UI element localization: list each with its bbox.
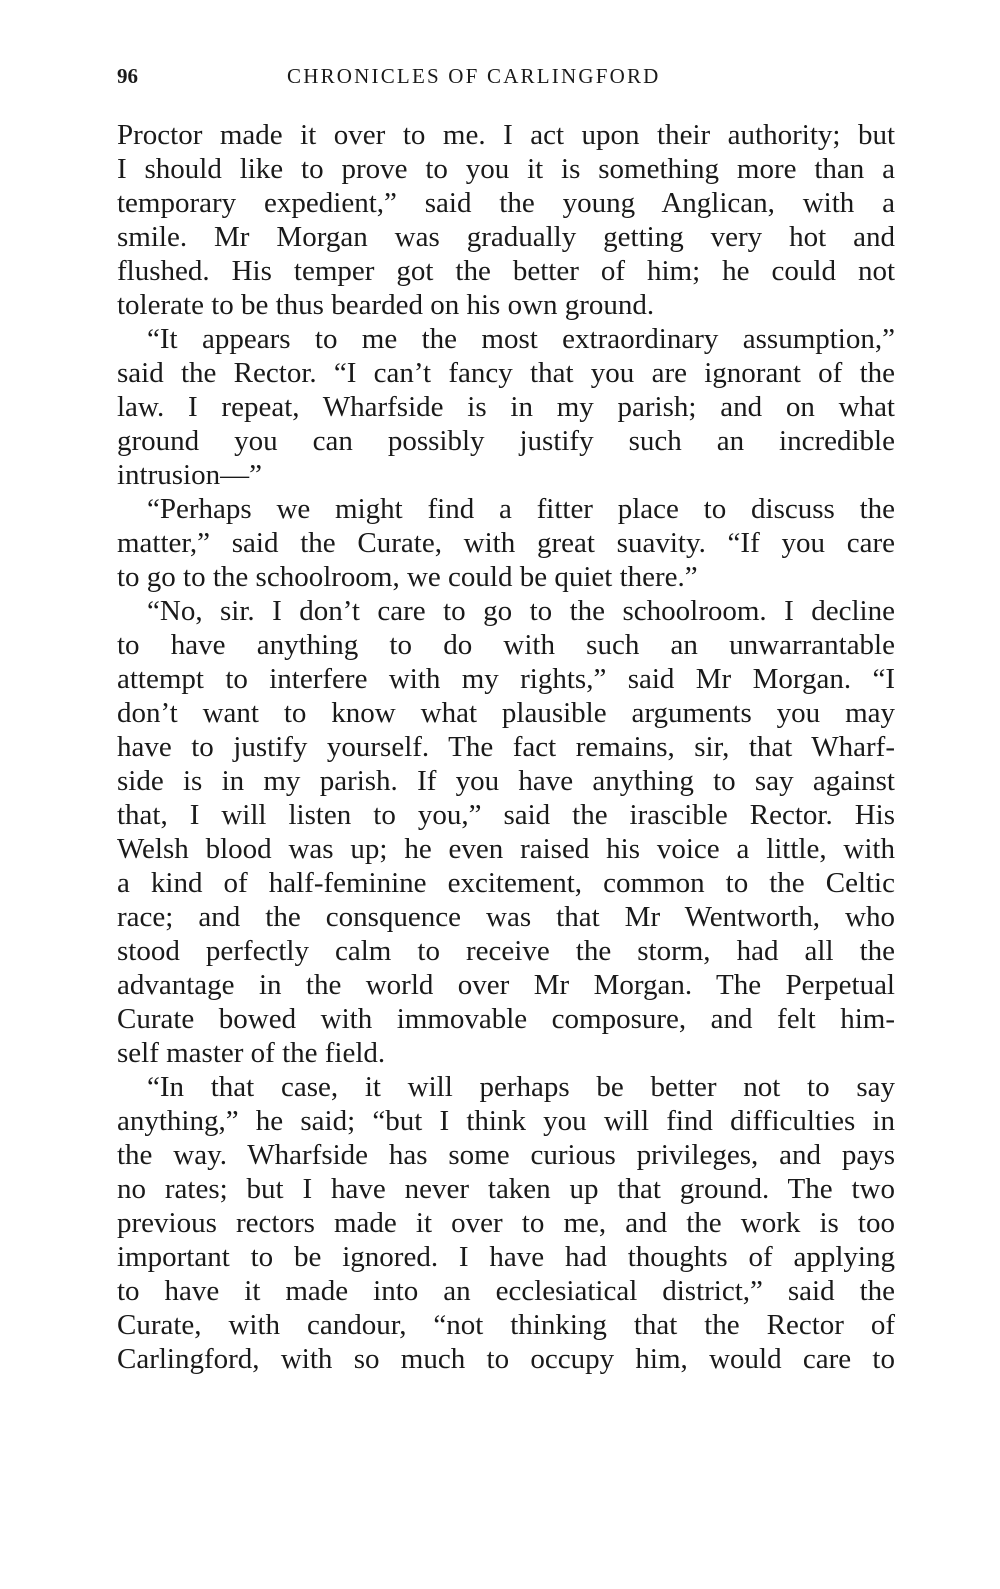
text-line: advantage in the world over Mr Morgan. The Perpetual — [117, 969, 895, 1001]
text-line: smile. Mr Morgan was gradually getting very hot and — [117, 221, 895, 253]
text-line: important to be ignored. I have had thoughts of applying — [117, 1241, 895, 1273]
text-line: side is in my parish. If you have anything to say against — [117, 765, 895, 797]
text-line: ground you can possibly justify such an incredible — [117, 425, 895, 457]
page-number: 96 — [117, 64, 138, 88]
text-line: Welsh blood was up; he even raised his voice a little, with — [117, 833, 895, 865]
text-line: Curate bowed with immovable composure, and felt him- — [117, 1003, 895, 1035]
text-line: temporary expedient,” said the young Anglican, with a — [117, 187, 895, 219]
text-line: a kind of half-feminine excitement, common to the Celtic — [117, 867, 895, 899]
text-line: Curate, with candour, “not thinking that the Rector of — [117, 1309, 895, 1341]
text-line: “Perhaps we might find a fitter place to discuss the — [147, 493, 895, 525]
text-line: self master of the field. — [117, 1037, 386, 1069]
text-line: “In that case, it will perhaps be better not to say — [147, 1071, 895, 1103]
text-line: to have it made into an ecclesiatical district,” said the — [117, 1275, 895, 1307]
text-line: attempt to interfere with my rights,” said Mr Morgan. “I — [117, 663, 895, 695]
text-line: law. I repeat, Wharfside is in my parish; and on what — [117, 391, 895, 423]
text-line: “It appears to me the most extraordinary assumption,” — [147, 323, 895, 355]
text-line: matter,” said the Curate, with great suavity. “If you care — [117, 527, 895, 559]
text-line: have to justify yourself. The fact remains, sir, that Wharf- — [117, 731, 895, 763]
text-line: stood perfectly calm to receive the storm, had all the — [117, 935, 895, 967]
text-line: Proctor made it over to me. I act upon their authority; but — [117, 119, 895, 151]
text-line: the way. Wharfside has some curious privileges, and pays — [117, 1139, 895, 1171]
text-line: previous rectors made it over to me, and the work is too — [117, 1207, 895, 1239]
text-line: to have anything to do with such an unwarrantable — [117, 629, 895, 661]
page-header — [117, 62, 895, 96]
text-line: don’t want to know what plausible arguments you may — [117, 697, 895, 729]
body-text — [117, 118, 895, 1376]
text-line: intrusion—” — [117, 459, 262, 491]
text-line: said the Rector. “I can’t fancy that you are ignorant of the — [117, 357, 895, 389]
text-line: that, I will listen to you,” said the irascible Rector. His — [117, 799, 895, 831]
text-line: flushed. His temper got the better of him; he could not — [117, 255, 895, 287]
text-line: I should like to prove to you it is something more than a — [117, 153, 895, 185]
text-line: no rates; but I have never taken up that ground. The two — [117, 1173, 895, 1205]
text-line: anything,” he said; “but I think you will find difficulties in — [117, 1105, 895, 1137]
text-line: to go to the schoolroom, we could be quiet there.” — [117, 561, 698, 593]
text-line: race; and the consquence was that Mr Wentworth, who — [117, 901, 895, 933]
text-line: tolerate to be thus bearded on his own ground. — [117, 289, 655, 321]
running-head: CHRONICLES OF CARLINGFORD — [287, 64, 661, 88]
text-line: “No, sir. I don’t care to go to the schoolroom. I decline — [147, 595, 895, 627]
text-line: Carlingford, with so much to occupy him, would care to — [117, 1343, 895, 1375]
